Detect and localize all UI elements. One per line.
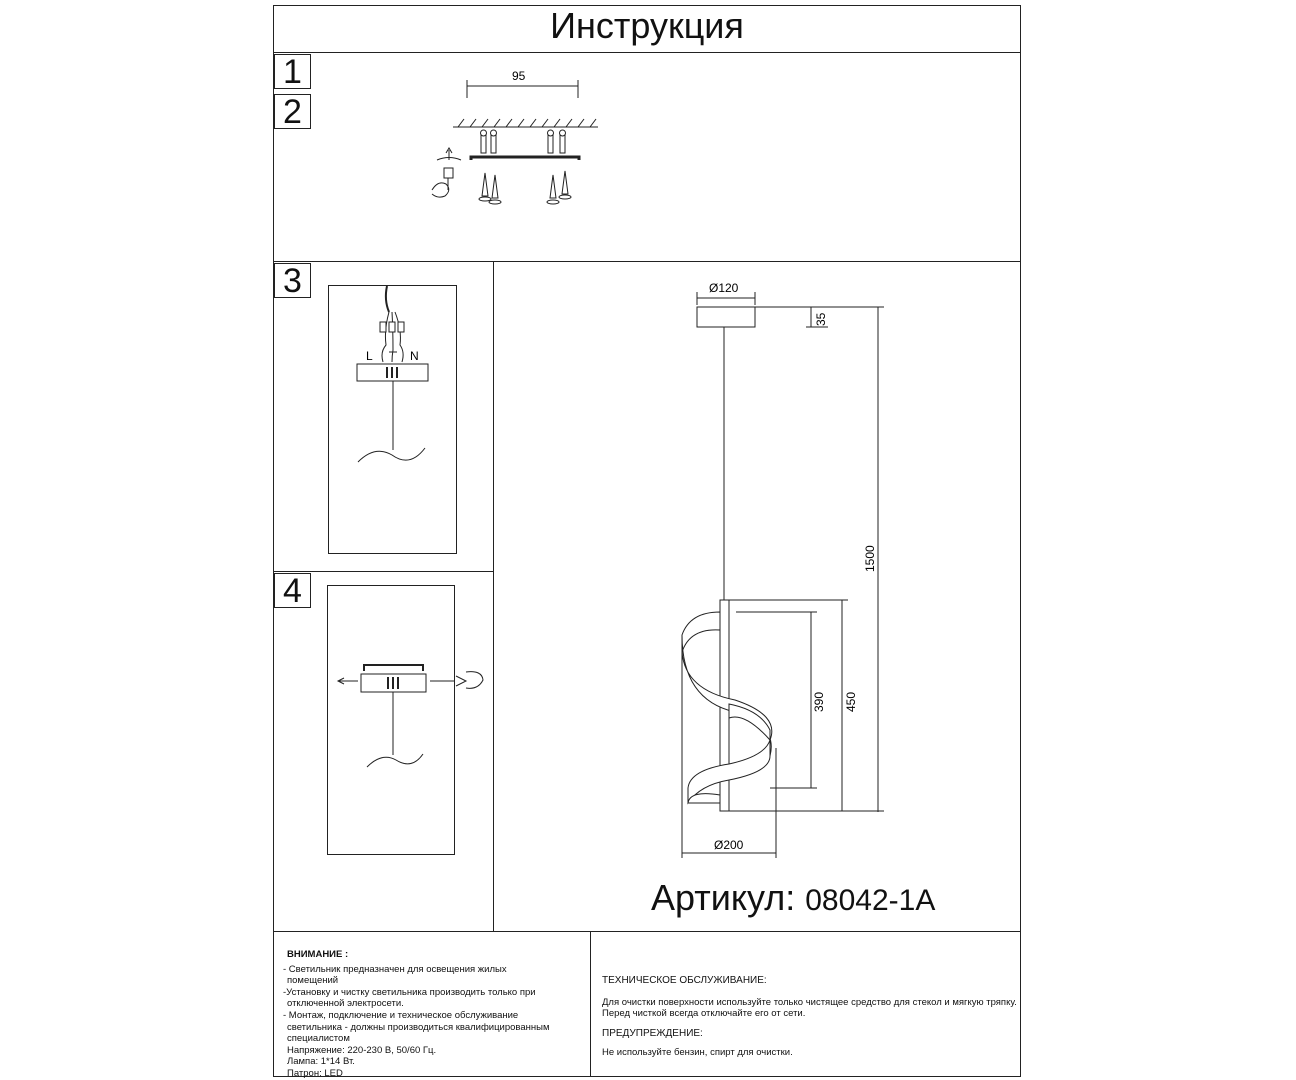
maintenance-line: Для очистки поверхности используйте только чистящее средство для стекол и мягкую тряпку. [602, 996, 1017, 1008]
dimension-spiral-height: 390 [812, 691, 826, 712]
live-wire-label: L [366, 349, 373, 363]
dimension-body-diameter: Ø200 [714, 838, 744, 852]
dimension-canopy-height: 35 [814, 312, 828, 326]
dimension-canopy-diameter: Ø120 [709, 281, 739, 295]
warning-line: светильника - должны производиться квалифицированным [287, 1021, 550, 1033]
lamp-spec: Лампа: 1*14 Вт. [287, 1056, 355, 1068]
maintenance-notes [602, 975, 1017, 1059]
maintenance-line: Перед чисткой всегда отключайте его от сети. [602, 1008, 806, 1020]
article-label: Артикул: [651, 877, 796, 918]
dimension-total-height: 1500 [863, 545, 877, 572]
warning-line: помещений [287, 975, 339, 987]
caution-text: Не используйте бензин, спирт для очистки. [602, 1047, 793, 1059]
maintenance-title: ТЕХНИЧЕСКОЕ ОБСЛУЖИВАНИЕ: [602, 975, 767, 986]
warning-line: - Монтаж, подключение и техническое обслуживание [283, 1009, 519, 1021]
dimension-bracket-width: 95 [512, 69, 526, 83]
dimension-body-height: 450 [844, 691, 858, 712]
warning-title: ВНИМАНИЕ : [287, 949, 349, 960]
warning-line: отключенной электросети. [287, 998, 404, 1010]
warning-line: -Установку и чистку светильника производить только при [283, 986, 536, 998]
step-number-3: 3 [274, 263, 311, 298]
socket-spec: Патрон: LED [287, 1067, 343, 1079]
voltage-spec: Напряжение: 220-230 В, 50/60 Гц. [287, 1044, 437, 1056]
step-number-1: 1 [274, 54, 311, 89]
canopy [697, 307, 755, 327]
warning-line: - Светильник предназначен для освещения жилых [283, 963, 507, 975]
warning-notes [283, 949, 550, 1080]
step-number-2: 2 [274, 94, 311, 129]
page-title: Инструкция [550, 5, 744, 46]
neutral-wire-label: N [410, 349, 419, 363]
warning-line: специалистом [287, 1033, 350, 1045]
step-number-4: 4 [274, 573, 311, 608]
article-number [651, 876, 935, 923]
article-code: 08042-1A [805, 884, 936, 917]
caution-title: ПРЕДУПРЕЖДЕНИЕ: [602, 1027, 703, 1039]
